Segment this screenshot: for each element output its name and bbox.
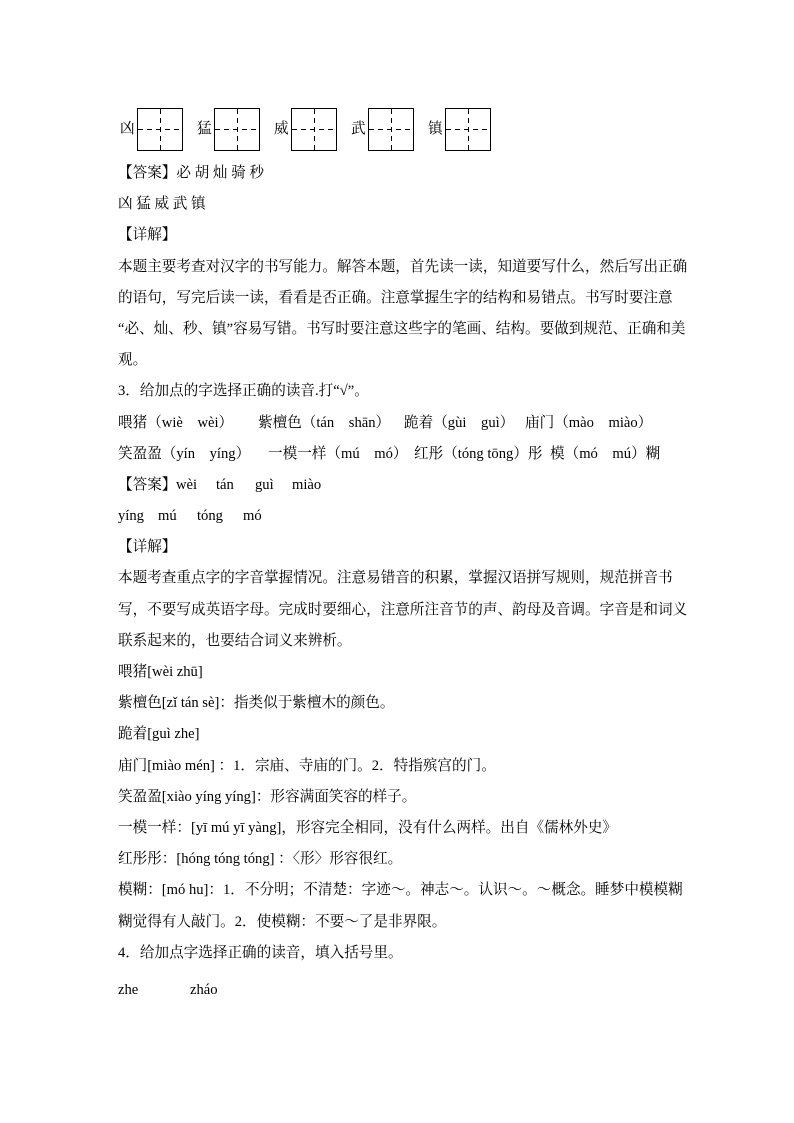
answer-row <box>118 501 718 532</box>
answer-pinyin: tán <box>216 476 234 493</box>
answer-row <box>118 470 718 501</box>
answer-pinyin: wèi <box>176 476 198 493</box>
pinyin-choice: 笑盈盈（yín yíng） <box>118 445 251 462</box>
practice-item <box>120 108 184 151</box>
pinyin-choice: 喂猪（wiè wèi） <box>118 414 234 431</box>
pinyin-choice: 紫檀色（tán shān） <box>258 414 391 431</box>
practice-character: 镇 <box>428 121 443 137</box>
writing-grid-box <box>291 108 337 151</box>
explanation-line: “必、灿、秒、镇”容易写错。书写时要注意这些字的笔画、结构。要做到规范、正确和美 <box>118 320 686 337</box>
question-title: 4．给加点字选择正确的读音，填入括号里。 <box>118 944 403 961</box>
answer-pinyin: mó <box>243 508 262 525</box>
answer-pinyin: yíng <box>118 508 144 525</box>
definition-line: 一模一样：[yī mú yī yàng]，形容完全相同，没有什么两样。出自《儒林外史》 <box>118 819 618 836</box>
explanation-line: 的语句，写完后读一读，看看是否正确。注意掌握生字的结构和易错点。书写时要注意 <box>118 289 673 306</box>
question-title: 3．给加点的字选择正确的读音.打“√”。 <box>118 383 369 400</box>
definition-line: 紫檀色[zǐ tán sè]：指类似于紫檀木的颜色。 <box>118 695 395 712</box>
definition-line: 模糊：[mó hu]：1．不分明；不清楚：字迹～。神志～。认识～。～概念。睡梦中模模糊 <box>118 882 683 899</box>
definition-line: 糊觉得有人敲门。2．使模糊：不要～了是非界限。 <box>118 913 447 930</box>
practice-character: 猛 <box>197 121 212 137</box>
practice-item <box>197 108 261 151</box>
definition-line: 喂猪[wèi zhū] <box>118 664 203 680</box>
explanation-line: 本题主要考查对汉字的书写能力。解答本题，首先读一读，知道要写什么，然后写出正确 <box>118 258 688 275</box>
answer-pinyin: miào <box>292 476 322 493</box>
pinyin-choice-row <box>118 439 718 470</box>
answer-label: 【答案】 <box>118 476 177 493</box>
definition-line: 庙门[miào mén] ：1．宗庙、寺庙的门。2．特指殡宫的门。 <box>118 757 496 774</box>
practice-item <box>274 108 338 151</box>
pinyin-choice: 一模一样（mú mó） <box>268 445 408 462</box>
pinyin-choice-row <box>118 408 718 439</box>
answer-pinyin: mú <box>158 508 177 525</box>
pinyin-choice: 模（mó mú）糊 <box>550 445 661 462</box>
pinyin-choice: 红彤（tóng tōng）彤 <box>414 445 543 462</box>
answer-pinyin: guì <box>255 476 274 493</box>
definition-line: 红彤彤：[hóng tóng tóng] ：〈形〉形容很红。 <box>118 851 403 868</box>
practice-character: 凶 <box>120 121 135 137</box>
pinyin-choice: 跪着（gùi guì） <box>404 414 515 431</box>
definition-line: 跪着[guì zhe] <box>118 726 200 743</box>
explanation-heading: 【详解】 <box>118 227 177 244</box>
pinyin-option: zháo <box>190 982 218 998</box>
answer-pinyin: tóng <box>197 508 223 525</box>
practice-item <box>428 108 492 151</box>
pinyin-choice: 庙门（mào miào） <box>525 414 653 431</box>
answer-line: 【答案】必 胡 灿 骑 秒 <box>118 165 264 181</box>
writing-grid-box <box>214 108 260 151</box>
pinyin-options-row <box>118 975 318 1006</box>
explanation-line: 写，不要写成英语字母。完成时要细心，注意所注音节的声、韵母及音调。字音是和词义 <box>118 601 688 618</box>
document-body <box>118 158 718 969</box>
pinyin-option: zhe <box>118 982 139 998</box>
practice-character: 威 <box>274 121 289 137</box>
definition-line: 笑盈盈[xiào yíng yíng]：形容满面笑容的样子。 <box>118 788 417 805</box>
explanation-line: 本题考查重点字的字音掌握情况。注意易错音的积累，掌握汉语拼写规则，规范拼音书 <box>118 570 673 587</box>
writing-grid-box <box>137 108 183 151</box>
answer-line: 凶 猛 威 武 镇 <box>118 196 206 213</box>
writing-grid-box <box>445 108 491 151</box>
practice-character: 武 <box>351 121 366 137</box>
writing-grid-box <box>368 108 414 151</box>
explanation-line: 联系起来的，也要结合词义来辨析。 <box>118 632 352 649</box>
explanation-heading: 【详解】 <box>118 539 177 556</box>
practice-item <box>351 108 415 151</box>
explanation-line: 观。 <box>118 352 148 369</box>
